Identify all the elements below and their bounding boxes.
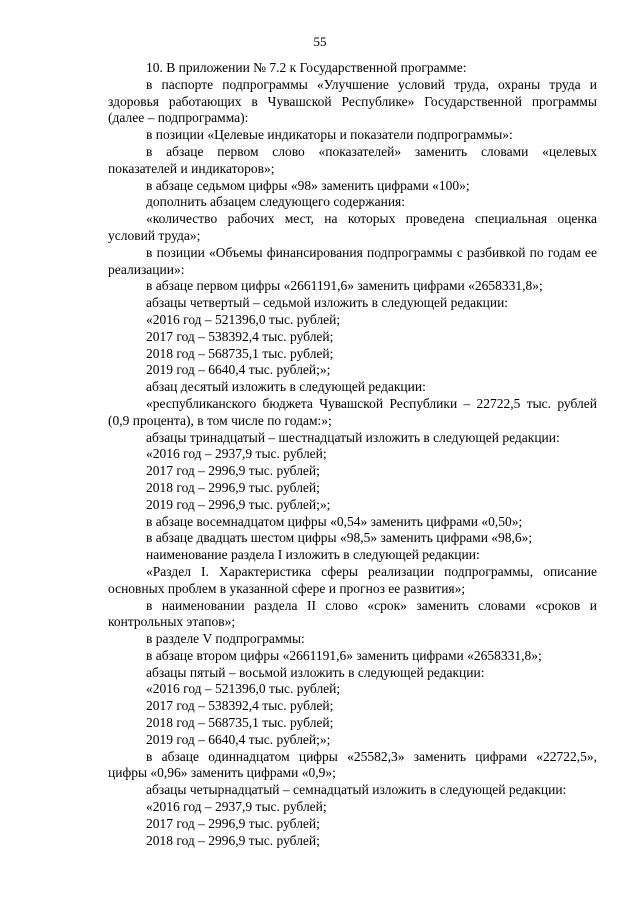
paragraph: абзац десятый изложить в следующей редакции: [146,379,426,395]
paragraph: 2018 год – 2996,9 тыс. рублей; [146,479,320,495]
paragraph: в абзаце втором цифры «2661191,6» заменить цифрами «2658331,8»; [146,647,542,663]
paragraph: в позиции «Объемы финансирования подпрограммы с разбивкой по годам ее реализации»: [108,244,597,277]
paragraph: «количество рабочих мест, на которых проведена специальная оценка условий труда»; [108,211,597,243]
paragraph: в паспорте подпрограммы «Улучшение условий труда, охраны труда и здоровья работающих в Чувашской Республике» Государственной программы (далее – подпрограмма): [108,76,597,126]
paragraph: «2016 год – 521396,0 тыс. рублей; [146,311,341,327]
paragraph: в абзаце одиннадцатом цифры «25582,3» заменить цифрами «22722,5», цифры «0,96» заменить цифрами «0,9»; [108,748,597,781]
paragraph: в абзаце двадцать шестом цифры «98,5» заменить цифрами «98,6»; [146,530,533,546]
paragraph: в абзаце первом слово «показателей» заменить словами «целевых показателей и индикаторов»; [108,143,597,176]
paragraph: 2017 год – 538392,4 тыс. рублей; [146,328,334,344]
paragraph: в абзаце восемнадцатом цифры «0,54» заменить цифрами «0,50»; [146,513,523,529]
paragraph: 10. В приложении № 7.2 к Государственной программе: [146,60,467,75]
paragraph: абзацы четвертый – седьмой изложить в следующей редакции: [146,295,509,311]
paragraph: 2019 год – 6640,4 тыс. рублей;»; [146,362,331,378]
paragraph: «республиканского бюджета Чувашской Республики – 22722,5 тыс. рублей (0,9 процента), в том числе по годам:»; [108,395,597,428]
paragraph: «2016 год – 2937,9 тыс. рублей; [146,799,327,815]
paragraph: 2018 год – 2996,9 тыс. рублей; [146,832,320,848]
paragraph: в разделе V подпрограммы: [146,631,305,647]
paragraph: 2018 год – 568735,1 тыс. рублей; [146,345,334,361]
paragraph: «Раздел I. Характеристика сферы реализации подпрограммы, описание основных проблем в указанной сфере и прогноз ее развития»; [108,563,597,596]
paragraph: 2018 год – 568735,1 тыс. рублей; [146,715,334,731]
paragraph: абзацы тринадцатый – шестнадцатый изложить в следующей редакции: [146,429,560,445]
paragraph: 2017 год – 2996,9 тыс. рублей; [146,815,320,831]
paragraph: 2017 год – 538392,4 тыс. рублей; [146,698,334,714]
paragraph: в позиции «Целевые индикаторы и показатели подпрограммы»: [146,127,513,143]
paragraph: «2016 год – 521396,0 тыс. рублей; [146,681,341,697]
paragraph: в абзаце первом цифры «2661191,6» заменить цифрами «2658331,8»; [146,278,543,294]
paragraph: в абзаце седьмом цифры «98» заменить цифрами «100»; [146,177,470,193]
paragraph: наименование раздела I изложить в следующей редакции: [146,547,480,563]
paragraph: абзацы пятый – восьмой изложить в следующей редакции: [146,664,485,680]
page-number: 55 [313,34,327,49]
document-body [108,60,597,849]
paragraph: «2016 год – 2937,9 тыс. рублей; [146,446,327,462]
paragraph: 2017 год – 2996,9 тыс. рублей; [146,463,320,479]
paragraph: 2019 год – 6640,4 тыс. рублей;»; [146,731,331,747]
paragraph: в наименовании раздела II слово «срок» заменить словами «сроков и контрольных этапов»; [108,597,597,630]
paragraph: абзацы четырнадцатый – семнадцатый изложить в следующей редакции: [146,782,567,798]
paragraph: 2019 год – 2996,9 тыс. рублей;»; [146,496,331,512]
paragraph: дополнить абзацем следующего содержания: [146,194,406,210]
